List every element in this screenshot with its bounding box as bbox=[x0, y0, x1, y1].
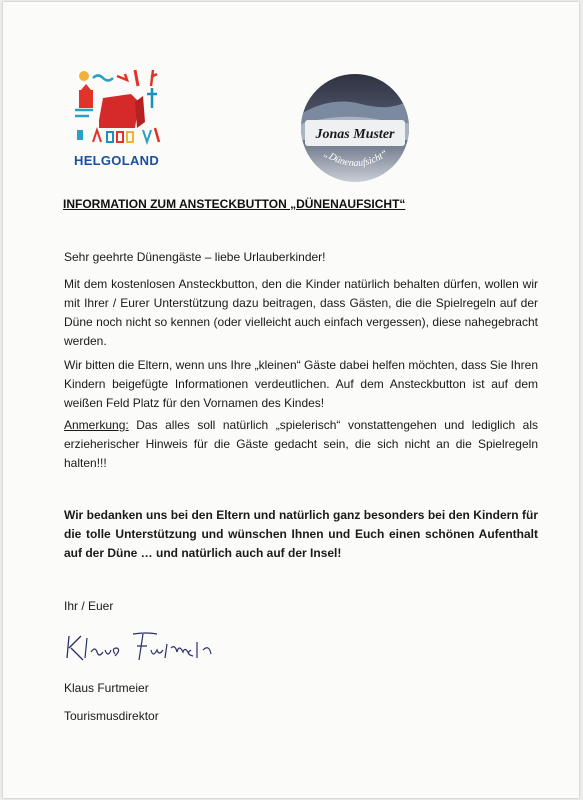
letter-page bbox=[3, 2, 579, 798]
handwritten-signature bbox=[63, 624, 223, 666]
paragraph-note bbox=[64, 416, 538, 473]
paragraph-intro: Mit dem kostenlosen Ansteckbutton, den die Kinder natürlich behalten dürfen, wollen wir mit Ihrer / Eurer Unterstützung dazu beitragen, dass Gästen, die die Spielregeln auf der Düne noch nicht so kennen (oder vielleicht auch einfach vergessen), diese nahegebracht werden. bbox=[64, 277, 538, 348]
note-label: Anmerkung: bbox=[64, 418, 129, 432]
button-badge-image bbox=[301, 74, 409, 182]
letter-title: INFORMATION ZUM ANSTECKBUTTON „DÜNENAUFSICHT“ bbox=[63, 197, 406, 211]
signer-title: Tourismusdirektor bbox=[64, 709, 159, 723]
closing-line: Ihr / Euer bbox=[64, 599, 114, 613]
badge-name: Jonas Muster bbox=[315, 127, 395, 142]
logo-wordmark: HELGOLAND bbox=[74, 153, 160, 168]
badge-subtitle: „Dünenaufsicht“ bbox=[321, 147, 390, 170]
paragraph-request: Wir bitten die Eltern, wenn uns Ihre „kleinen“ Gäste dabei helfen möchten, dass Sie Ihren Kindern beigefügte Informationen verdeutlichen. Auf dem Ansteckbutton ist auf dem weißen Feld Platz für den Vornamen des Kindes! bbox=[64, 358, 538, 410]
note-text: Das alles soll natürlich „spielerisch“ vonstattengehen und lediglich als erzieherischer Hinweis für die Gäste gedacht sein, die sich nicht an die Spielregeln halten!!! bbox=[64, 418, 538, 470]
signer-name: Klaus Furtmeier bbox=[64, 681, 149, 695]
greeting: Sehr geehrte Dünengäste – liebe Urlauberkinder! bbox=[64, 250, 326, 264]
paragraph-thanks: Wir bedanken uns bei den Eltern und natürlich ganz besonders bei den Kindern für die tolle Unterstützung und wünschen Ihnen und Euch einen schönen Aufenthalt auf der Düne … und natürlich auch auf der Insel! bbox=[64, 508, 538, 560]
logo-sun-icon bbox=[79, 71, 89, 81]
